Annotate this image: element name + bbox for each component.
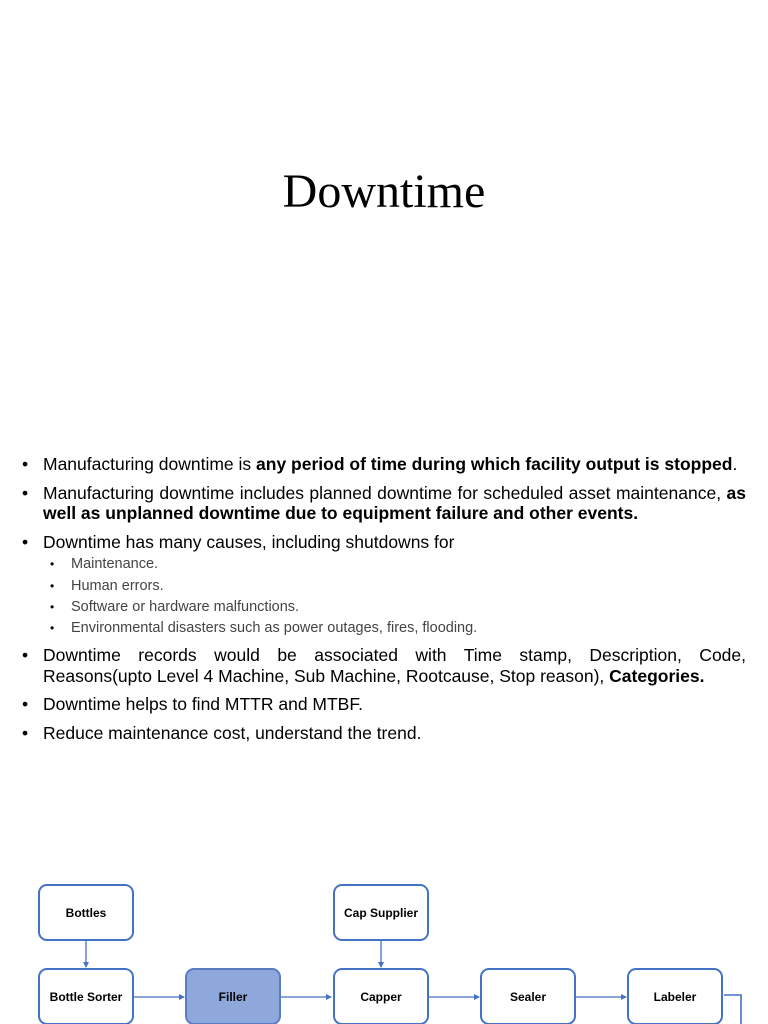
bullet-reduce-cost [22,723,746,744]
connector-labeler-out [724,995,741,1024]
sub-bullet-item: • Software or hardware malfunctions. [71,597,746,618]
bullet-emphasis: as well as unplanned downtime due to equipment failure and other events. [43,482,746,524]
bullet-mttr-mtbf [22,694,746,715]
node-label: Capper [360,989,402,1004]
node-label: Filler [218,989,248,1004]
node-label: Bottles [65,905,107,920]
bullet-text: Downtime has many causes, including shutdowns for [43,531,455,552]
sub-bullet-item: • Maintenance. [71,554,746,575]
node-cap-supplier [333,884,429,941]
bullet-emphasis: Categories. [609,665,705,686]
bullet-emphasis: any period of time during which facility output is stopped [256,454,733,474]
node-capper [333,968,429,1024]
node-filler [185,968,281,1024]
sub-bullet-container [22,554,746,639]
bullet-causes [22,532,746,553]
bullet-text: Downtime helps to find MTTR and MTBF. [43,694,363,715]
process-flow-diagram [0,870,768,1024]
node-sealer [480,968,576,1024]
bullet-text: Downtime records would be associated with Time stamp, Description, Code, Reasons(upto Level 4 Machine, Sub Machine, Rootcause, Stop reason), [43,645,746,686]
sub-bullet-item: • Human errors. [71,576,746,597]
bullet-downtime-definition [22,454,746,475]
node-bottles [38,884,134,941]
node-label: Labeler [653,989,697,1004]
node-labeler [627,968,723,1024]
node-bottle-sorter [38,968,134,1024]
slide-title: Downtime [282,165,486,218]
node-label: Bottle Sorter [49,989,123,1004]
bullet-text: Manufacturing downtime is [43,454,257,474]
bullet-text: Manufacturing downtime includes planned downtime for scheduled asset maintenance, [43,482,727,503]
bullet-text: . [732,454,738,474]
bullet-records [22,645,746,686]
sub-bullet-list [22,554,746,639]
bullet-planned-unplanned [22,483,746,524]
bullet-list [22,454,746,752]
node-label: Cap Supplier [343,905,418,920]
node-label: Sealer [509,989,547,1004]
sub-bullet-item: • Environmental disasters such as power outages, fires, flooding. [71,618,746,639]
bullet-text: Reduce maintenance cost, understand the trend. [43,722,422,743]
